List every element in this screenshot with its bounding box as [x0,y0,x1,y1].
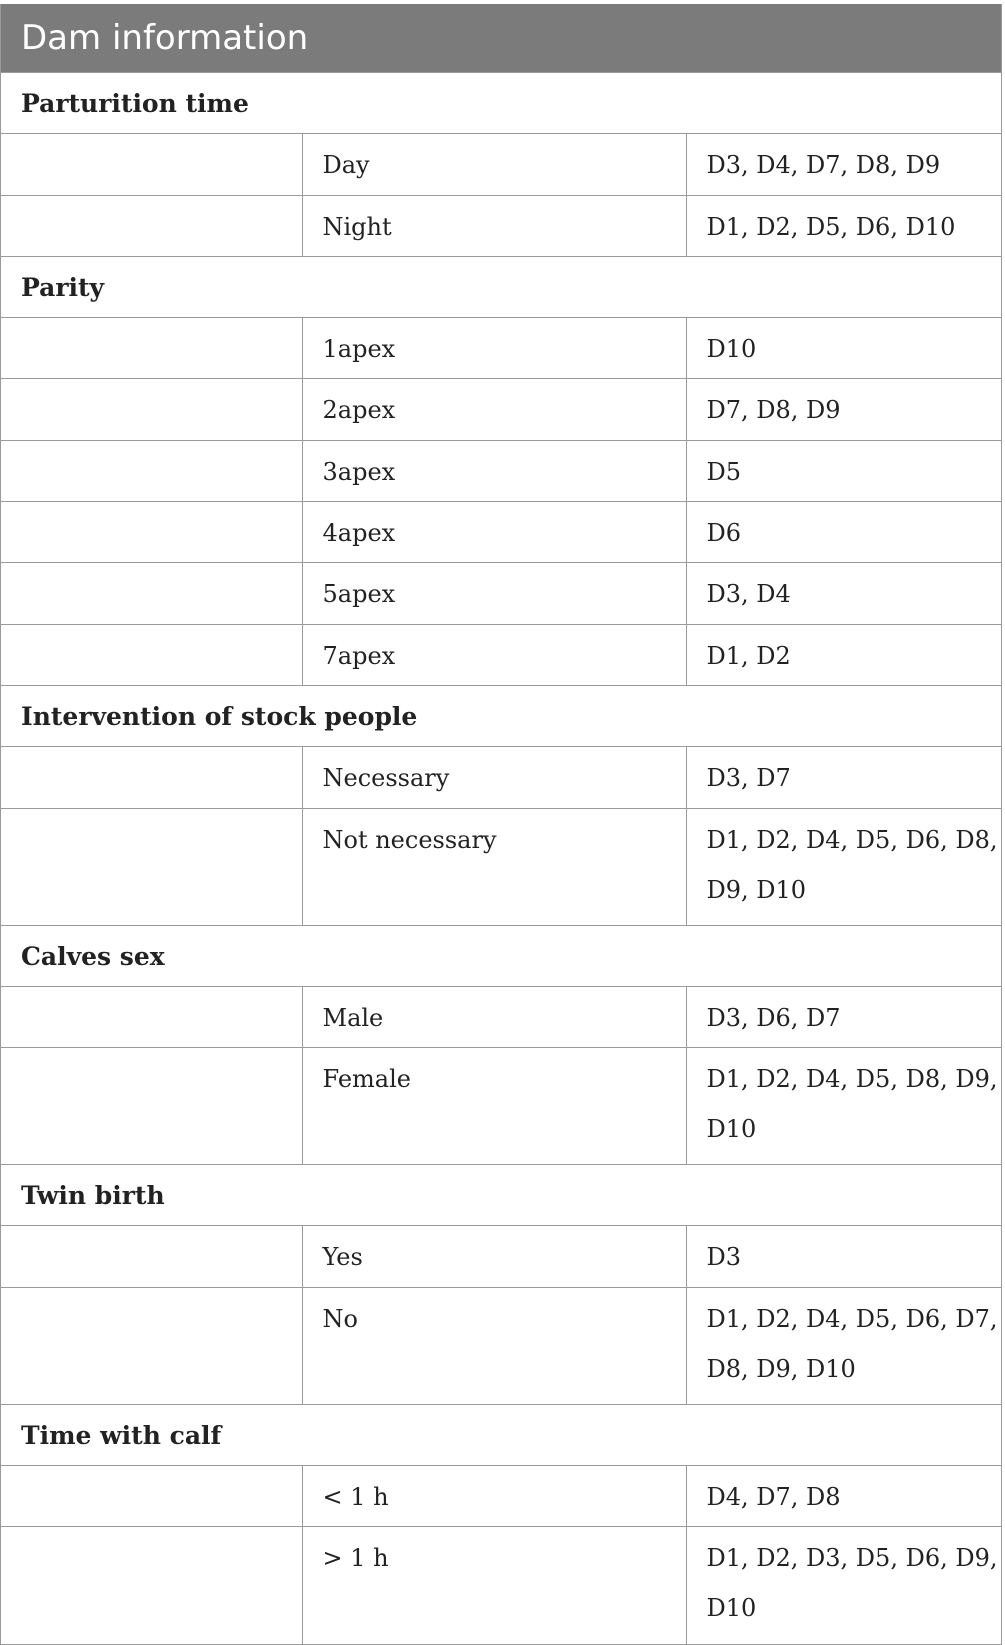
section-heading: Time with calf [1,1404,1001,1465]
table-row [1,808,1001,925]
row-value: D1, D2, D5, D6, D10 [686,195,1001,256]
table-row [1,318,1001,379]
row-label: < 1 h [302,1466,686,1527]
empty-cell [1,1527,302,1644]
row-label: > 1 h [302,1527,686,1644]
empty-cell [1,808,302,925]
table-row [1,134,1001,195]
empty-cell [1,986,302,1047]
row-label: No [302,1287,686,1404]
row-value: D3, D4 [686,563,1001,624]
row-value: D1, D2, D3, D5, D6, D9, D10 [686,1527,1001,1644]
row-label: Night [302,195,686,256]
empty-cell [1,563,302,624]
empty-cell [1,1226,302,1287]
empty-cell [1,134,302,195]
row-label: 5apex [302,563,686,624]
empty-cell [1,502,302,563]
row-label: Necessary [302,747,686,808]
empty-cell [1,1048,302,1165]
row-label: Day [302,134,686,195]
section-row [1,1165,1001,1226]
row-label: Yes [302,1226,686,1287]
table-row [1,563,1001,624]
section-row [1,925,1001,986]
section-heading: Intervention of stock people [1,685,1001,746]
row-value: D3, D6, D7 [686,986,1001,1047]
row-value: D5 [686,440,1001,501]
row-label: 7apex [302,624,686,685]
table-row [1,195,1001,256]
row-label: 3apex [302,440,686,501]
row-value: D3, D7 [686,747,1001,808]
row-value: D10 [686,318,1001,379]
row-label: 2apex [302,379,686,440]
empty-cell [1,318,302,379]
table-row [1,1048,1001,1165]
table-title: Dam information [1,4,1001,72]
table-row [1,379,1001,440]
empty-cell [1,379,302,440]
row-label: 1apex [302,318,686,379]
data-table [1,72,1001,1644]
table-row [1,502,1001,563]
section-row [1,73,1001,134]
row-value: D1, D2, D4, D5, D6, D8, D9, D10 [686,808,1001,925]
row-label: Female [302,1048,686,1165]
table-row [1,1226,1001,1287]
empty-cell [1,195,302,256]
section-row [1,685,1001,746]
table-row [1,986,1001,1047]
section-row [1,1404,1001,1465]
dam-information-table [0,4,1002,1645]
row-label: Male [302,986,686,1047]
table-row [1,440,1001,501]
table-row [1,624,1001,685]
row-value: D1, D2, D4, D5, D8, D9, D10 [686,1048,1001,1165]
empty-cell [1,747,302,808]
table-row [1,1287,1001,1404]
row-value: D3, D4, D7, D8, D9 [686,134,1001,195]
section-heading: Parity [1,256,1001,317]
row-label: 4apex [302,502,686,563]
table-row [1,747,1001,808]
empty-cell [1,1287,302,1404]
table-row [1,1527,1001,1644]
row-value: D6 [686,502,1001,563]
row-label: Not necessary [302,808,686,925]
section-heading: Calves sex [1,925,1001,986]
row-value: D1, D2 [686,624,1001,685]
section-heading: Parturition time [1,73,1001,134]
row-value: D3 [686,1226,1001,1287]
row-value: D1, D2, D4, D5, D6, D7, D8, D9, D10 [686,1287,1001,1404]
row-value: D7, D8, D9 [686,379,1001,440]
empty-cell [1,624,302,685]
empty-cell [1,1466,302,1527]
section-row [1,256,1001,317]
section-heading: Twin birth [1,1165,1001,1226]
row-value: D4, D7, D8 [686,1466,1001,1527]
empty-cell [1,440,302,501]
table-row [1,1466,1001,1527]
